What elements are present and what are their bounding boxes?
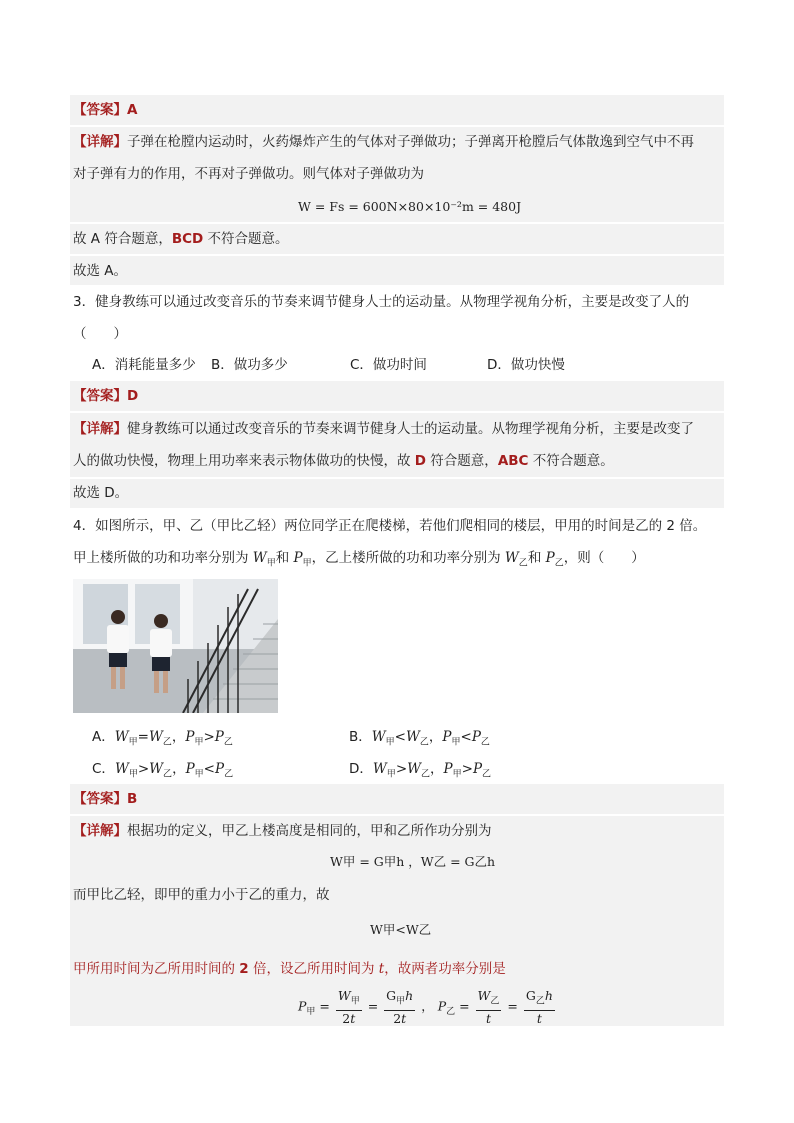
detail-text: 不符合题意。 bbox=[528, 453, 614, 469]
var-p: P bbox=[472, 761, 483, 777]
select-line: 故选 D。 bbox=[73, 485, 129, 501]
var-p: P bbox=[471, 729, 481, 745]
var-p: P bbox=[442, 729, 452, 745]
option-d: D．$W_甲>W_乙$，$P_甲>P_乙$ bbox=[349, 761, 492, 780]
question-4-stem: 4．如图所示，甲、乙（甲比乙轻）两位同学正在爬楼梯，若他们爬相同的楼层，甲用的时间是乙的 2 倍。 bbox=[73, 518, 707, 534]
stem-text: 甲上楼所做的功和功率分别为 bbox=[73, 550, 253, 566]
detail-text: ，故两者功率分别是 bbox=[384, 961, 506, 977]
var-p: P bbox=[185, 729, 195, 745]
detail-number: 2 bbox=[239, 961, 249, 977]
option-label: D． bbox=[349, 761, 373, 777]
sub-jia: 甲 bbox=[194, 737, 204, 748]
answer-tag: 【答案】 bbox=[73, 388, 127, 404]
var-p: P bbox=[437, 998, 447, 1014]
sub-jia: 甲 bbox=[306, 1006, 316, 1017]
option-a: A．消耗能量多少 bbox=[92, 357, 196, 373]
option-label: B． bbox=[349, 729, 372, 745]
stairs-photo bbox=[73, 579, 278, 713]
sub-jia: 甲 bbox=[266, 558, 276, 569]
work-equation: W = Fs = 600N×80×10⁻²m = 480J bbox=[298, 199, 522, 214]
fraction: $\frac{W_甲}{2t}$ bbox=[337, 988, 360, 1026]
conclusion-options: BCD bbox=[171, 231, 204, 247]
fraction bbox=[476, 988, 502, 1026]
power-equations: $P_甲$ = $\frac{W_甲}{2t}$ = $\frac{G_甲h}{2t}$ ， $P_乙$ = $\frac{W_乙}{t}$ = $\frac{G_乙h}{t}$ bbox=[298, 988, 553, 1026]
option-c: C．$W_甲>W_乙$，$P_甲<P_乙$ bbox=[92, 761, 234, 780]
sub-jia: 甲 bbox=[452, 769, 462, 780]
detail-text: 符合题意， bbox=[426, 453, 498, 469]
detail-line bbox=[73, 959, 506, 979]
answer-band bbox=[70, 95, 724, 125]
option-b: B．做功多少 bbox=[211, 357, 288, 373]
var-t: t bbox=[350, 1010, 356, 1026]
var-w: W bbox=[337, 988, 351, 1003]
option-b: B．$W_甲<W_乙$，$P_甲<P_乙$ bbox=[349, 729, 490, 748]
var-w: W bbox=[372, 761, 387, 777]
answer-line bbox=[73, 386, 138, 406]
highlight-option: D bbox=[414, 453, 427, 469]
answer-band bbox=[70, 784, 724, 814]
var-t: t bbox=[485, 1010, 491, 1026]
sub-yi: 乙 bbox=[223, 737, 233, 748]
var-w: W bbox=[504, 550, 519, 566]
option-c: C．做功时间 bbox=[350, 357, 427, 373]
detail-text: 甲所用时间为乙所用时间的 bbox=[73, 961, 240, 977]
sub-yi: 乙 bbox=[482, 769, 492, 780]
conclusion-line bbox=[73, 229, 289, 249]
var-p: P bbox=[298, 998, 307, 1014]
sub-jia: 甲 bbox=[386, 769, 396, 780]
stem-text: 和 bbox=[527, 550, 546, 566]
work-comparison: W甲<W乙 bbox=[370, 922, 432, 937]
var-w: W bbox=[148, 729, 163, 745]
conclusion-pre: 故 A 符合题意， bbox=[73, 231, 172, 247]
fraction: $\frac{G_乙h}{t}$ bbox=[525, 988, 553, 1026]
var-w: W bbox=[477, 988, 491, 1003]
option-label: A． bbox=[92, 729, 115, 745]
answer-line bbox=[73, 789, 137, 809]
sub-yi: 乙 bbox=[490, 996, 500, 1007]
sub-yi: 乙 bbox=[419, 737, 429, 748]
sub-yi: 乙 bbox=[518, 558, 528, 569]
sub-jia: 甲 bbox=[385, 737, 395, 748]
sub-jia: 甲 bbox=[396, 996, 406, 1007]
var-p: P bbox=[293, 550, 303, 566]
var-p: P bbox=[214, 761, 225, 777]
var-p: P bbox=[214, 729, 224, 745]
detail-text: 人的做功快慢，物理上用功率来表示物体做功的快慢，故 bbox=[73, 453, 415, 469]
var-w: W bbox=[252, 550, 267, 566]
answer-tag: 【答案】 bbox=[73, 791, 127, 807]
fraction: $\frac{G_甲h}{2t}$ bbox=[386, 988, 414, 1026]
detail-text: 健身教练可以通过改变音乐的节奏来调节健身人士的运动量。从物理学视角分析，主要是改变了 bbox=[127, 421, 694, 437]
highlight-option: ABC bbox=[497, 453, 529, 469]
detail-tag: 【详解】 bbox=[73, 421, 127, 437]
select-line: 故选 A。 bbox=[73, 263, 128, 279]
sub-yi: 乙 bbox=[224, 769, 234, 780]
detail-tag: 【详解】 bbox=[73, 823, 127, 839]
detail-text: 倍，设乙所用时间为 bbox=[248, 961, 379, 977]
var-w: W bbox=[114, 761, 129, 777]
option-label: C． bbox=[92, 761, 115, 777]
var-w: W bbox=[407, 761, 422, 777]
sub-jia: 甲 bbox=[128, 737, 138, 748]
var-w: W bbox=[405, 729, 420, 745]
sub-yi: 乙 bbox=[446, 1006, 456, 1017]
detail-line bbox=[73, 132, 694, 152]
sub-yi: 乙 bbox=[480, 737, 490, 748]
sub-jia: 甲 bbox=[451, 737, 461, 748]
var-t: t bbox=[536, 1010, 542, 1026]
stem-text: 和 bbox=[275, 550, 294, 566]
work-equations: W甲 = G甲h ，W乙 = G乙h bbox=[330, 854, 496, 869]
sub-yi: 乙 bbox=[554, 558, 564, 569]
answer-value: A bbox=[127, 102, 138, 118]
select-band bbox=[70, 256, 724, 285]
var-p: P bbox=[545, 550, 555, 566]
sub-jia: 甲 bbox=[302, 558, 312, 569]
detail-text: 根据功的定义，甲乙上楼高度是相同的，甲和乙所作功分别为 bbox=[127, 823, 492, 839]
option-a: A．$W_甲=W_乙$，$P_甲>P_乙$ bbox=[92, 729, 233, 748]
question-4-stem-2 bbox=[73, 548, 645, 574]
stem-text: ，则（ ） bbox=[563, 550, 645, 566]
detail-text: 子弹在枪膛内运动时，火药爆炸产生的气体对子弹做功；子弹离开枪膛后气体散逸到空气中不再 bbox=[127, 134, 694, 150]
var-w: W bbox=[149, 761, 164, 777]
answer-value: B bbox=[127, 791, 138, 807]
question-3-stem: 3．健身教练可以通过改变音乐的节奏来调节健身人士的运动量。从物理学视角分析，主要是改变了人的 bbox=[73, 294, 690, 310]
var-p: P bbox=[185, 761, 195, 777]
sub-yi: 乙 bbox=[535, 996, 545, 1007]
sub-jia: 甲 bbox=[350, 996, 360, 1007]
sub-yi: 乙 bbox=[421, 769, 431, 780]
answer-band bbox=[70, 381, 724, 411]
detail-line: 而甲比乙轻，即甲的重力小于乙的重力，故 bbox=[73, 887, 330, 903]
option-d: D．做功快慢 bbox=[487, 357, 565, 373]
var-t: t bbox=[401, 1010, 407, 1026]
var-w: W bbox=[371, 729, 386, 745]
sub-jia: 甲 bbox=[128, 769, 138, 780]
select-band bbox=[70, 479, 724, 508]
conclusion-post: 不符合题意。 bbox=[203, 231, 289, 247]
detail-line bbox=[73, 821, 492, 841]
answer-value: D bbox=[127, 388, 139, 404]
sub-jia: 甲 bbox=[194, 769, 204, 780]
sub-yi: 乙 bbox=[162, 737, 172, 748]
detail-line bbox=[73, 419, 694, 439]
var-t: t bbox=[378, 961, 385, 977]
answer-tag: 【答案】 bbox=[73, 102, 127, 118]
detail-line: 对子弹有力的作用，不再对子弹做功。则气体对子弹做功为 bbox=[73, 166, 424, 182]
var-p: P bbox=[443, 761, 453, 777]
stem-text: ，乙上楼所做的功和功率分别为 bbox=[311, 550, 505, 566]
var-w: W bbox=[114, 729, 129, 745]
detail-tag: 【详解】 bbox=[73, 134, 127, 150]
detail-line bbox=[73, 451, 614, 471]
answer-line bbox=[73, 100, 137, 120]
question-3-paren: （ ） bbox=[73, 326, 127, 342]
sub-yi: 乙 bbox=[163, 769, 173, 780]
